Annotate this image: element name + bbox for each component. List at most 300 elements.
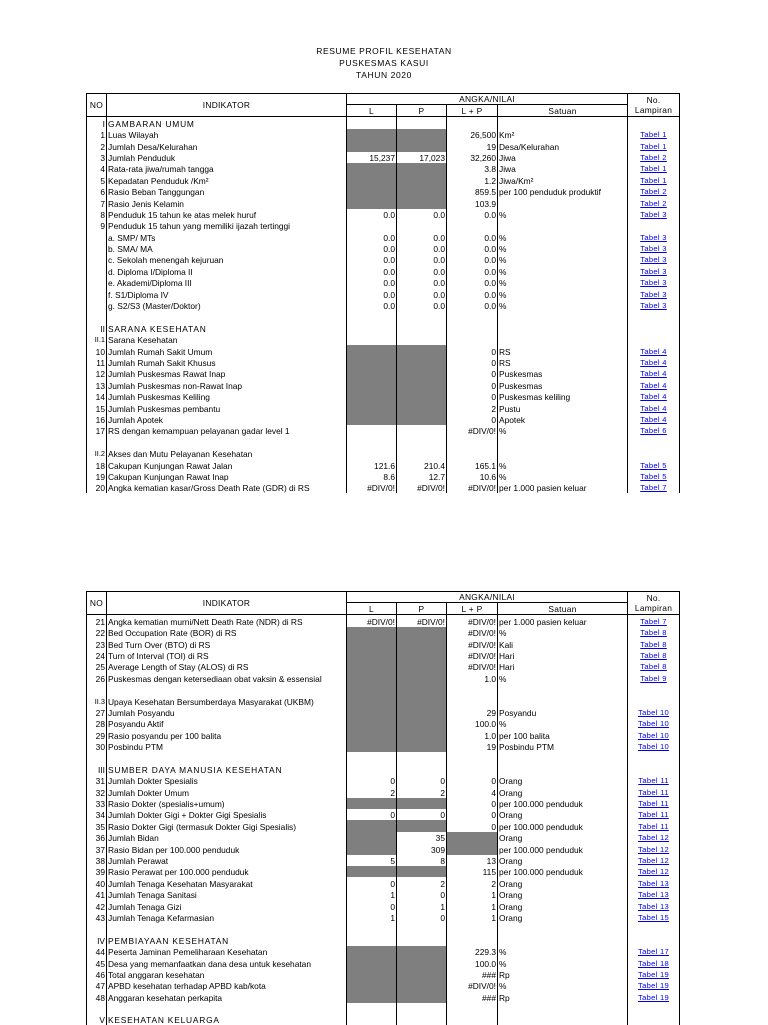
lampiran-link[interactable]: Tabel 11 (638, 776, 669, 786)
row-lp: 0.0 (447, 277, 498, 288)
col-p: P (397, 603, 447, 615)
row-p: 0 (397, 809, 447, 820)
row-indikator: Angka kematian kasar/Gross Death Rate (GDR) di RS (107, 482, 347, 493)
lampiran-link[interactable]: Tabel 11 (638, 821, 669, 831)
row-lp (447, 843, 498, 854)
lampiran-link[interactable]: Tabel 13 (637, 878, 670, 888)
lampiran-link[interactable]: Tabel 11 (638, 810, 669, 820)
row-l (347, 436, 397, 447)
row-indikator: Jumlah Penduduk (107, 152, 347, 163)
col-indikator: INDIKATOR (107, 94, 347, 117)
row-indikator: Penduduk 15 tahun ke atas melek huruf (107, 209, 347, 220)
col-indikator: INDIKATOR (107, 592, 347, 615)
col-angka: ANGKA/NILAI (347, 94, 628, 105)
row-l (347, 368, 397, 379)
row-lampiran (628, 220, 680, 231)
lampiran-link[interactable]: Tabel 5 (640, 471, 667, 481)
row-l: 0.0 (347, 231, 397, 242)
row-no (87, 436, 107, 447)
row-satuan: Pustu (498, 402, 628, 413)
row-p: 17,023 (397, 152, 447, 163)
row-lp: 19 (447, 140, 498, 151)
row-lampiran (628, 152, 680, 163)
row-l (347, 991, 397, 1002)
row-indikator: Angka kematian murni/Nett Death Rate (NDR) di RS (107, 615, 347, 627)
lampiran-link[interactable]: Tabel 10 (637, 707, 670, 717)
row-indikator: Jumlah Tenaga Sanitasi (107, 889, 347, 900)
row-l (347, 391, 397, 402)
row-no: 25 (87, 661, 107, 672)
lampiran-link[interactable]: Tabel 9 (640, 673, 667, 683)
row-l (347, 934, 397, 945)
row-lampiran (628, 957, 680, 968)
row-indikator: Rasio Perawat per 100.000 penduduk (107, 866, 347, 877)
row-l (347, 140, 397, 151)
row-no: 27 (87, 707, 107, 718)
row-p (397, 946, 447, 957)
lampiran-link[interactable]: Tabel 19 (637, 981, 670, 991)
row-lp: #DIV/0! (447, 650, 498, 661)
lampiran-link[interactable]: Tabel 19 (637, 969, 670, 979)
row-lp: 859.5 (447, 186, 498, 197)
row-l: 0.0 (347, 254, 397, 265)
lampiran-link[interactable]: Tabel 3 (640, 232, 667, 242)
row-lp (447, 322, 498, 333)
row-lampiran (628, 809, 680, 820)
lampiran-link[interactable]: Tabel 3 (640, 244, 667, 254)
row-p (397, 763, 447, 774)
lampiran-link[interactable]: Tabel 15 (637, 912, 670, 922)
row-no: 28 (87, 718, 107, 729)
row-l: 0 (347, 900, 397, 911)
row-satuan: % (498, 471, 628, 482)
lampiran-link[interactable]: Tabel 8 (640, 650, 667, 660)
row-indikator: f. S1/Diploma IV (107, 288, 347, 299)
lampiran-link[interactable]: Tabel 13 (637, 901, 670, 911)
row-l: 0.0 (347, 265, 397, 276)
table-row (87, 152, 680, 163)
row-lampiran (628, 254, 680, 265)
row-satuan (498, 695, 628, 706)
row-lampiran (628, 946, 680, 957)
table-row (87, 345, 680, 356)
row-satuan: Orang (498, 900, 628, 911)
row-lampiran (628, 741, 680, 752)
row-no (87, 277, 107, 288)
row-no (87, 1003, 107, 1014)
row-satuan: % (498, 672, 628, 683)
row-lampiran (628, 311, 680, 322)
row-no: 44 (87, 946, 107, 957)
table-row (87, 695, 680, 706)
row-lampiran (628, 197, 680, 208)
row-p: 0.0 (397, 254, 447, 265)
table-row (87, 311, 680, 322)
row-p (397, 129, 447, 140)
row-no (87, 752, 107, 763)
row-lampiran (628, 627, 680, 638)
row-p (397, 718, 447, 729)
row-no (87, 265, 107, 276)
row-l (347, 650, 397, 661)
row-lp: 0.0 (447, 288, 498, 299)
row-no: 17 (87, 425, 107, 436)
lampiran-link[interactable]: Tabel 19 (637, 992, 670, 1002)
lampiran-link[interactable]: Tabel 3 (640, 301, 667, 311)
row-satuan: per 100 penduduk produktif (498, 186, 628, 197)
lampiran-link[interactable]: Tabel 2 (640, 152, 667, 162)
row-no: 19 (87, 471, 107, 482)
row-satuan: Orang (498, 786, 628, 797)
row-lampiran (628, 471, 680, 482)
table-row (87, 969, 680, 980)
row-no: 15 (87, 402, 107, 413)
row-no: 8 (87, 209, 107, 220)
lampiran-link[interactable]: Tabel 3 (640, 266, 667, 276)
lampiran-link[interactable]: Tabel 3 (640, 255, 667, 265)
section-title: SUMBER DAYA MANUSIA KESEHATAN (107, 763, 347, 774)
row-satuan: Orang (498, 912, 628, 923)
lampiran-link[interactable]: Tabel 12 (637, 867, 670, 877)
row-indikator (107, 1003, 347, 1014)
row-p (397, 402, 447, 413)
row-p (397, 638, 447, 649)
row-no: 20 (87, 482, 107, 493)
row-lp: 4 (447, 786, 498, 797)
row-lampiran (628, 117, 680, 129)
row-l (347, 957, 397, 968)
row-lampiran (628, 322, 680, 333)
row-lampiran (628, 231, 680, 242)
row-l (347, 638, 397, 649)
table-row (87, 763, 680, 774)
row-satuan: % (498, 980, 628, 991)
lampiran-link[interactable]: Tabel 12 (637, 833, 670, 843)
row-no: 14 (87, 391, 107, 402)
row-lampiran (628, 209, 680, 220)
row-p: 0.0 (397, 288, 447, 299)
lampiran-link[interactable]: Tabel 4 (640, 380, 667, 390)
lampiran-link[interactable]: Tabel 4 (640, 414, 667, 424)
section-title: PEMBIAYAAN KESEHATAN (107, 934, 347, 945)
row-l (347, 414, 397, 425)
row-lampiran (628, 786, 680, 797)
row-p (397, 707, 447, 718)
row-satuan: Kali (498, 638, 628, 649)
row-l (347, 197, 397, 208)
row-indikator (107, 923, 347, 934)
lampiran-link[interactable]: Tabel 10 (637, 742, 670, 752)
lampiran-link[interactable]: Tabel 3 (640, 209, 667, 219)
row-l: 0.0 (347, 288, 397, 299)
row-indikator: Jumlah Apotek (107, 414, 347, 425)
lampiran-link[interactable]: Tabel 7 (640, 483, 667, 493)
row-lp: 0.0 (447, 254, 498, 265)
row-indikator: Rasio Bidan per 100.000 penduduk (107, 843, 347, 854)
row-satuan: % (498, 627, 628, 638)
table-row (87, 129, 680, 140)
row-l: 5 (347, 855, 397, 866)
row-no: 43 (87, 912, 107, 923)
row-no (87, 243, 107, 254)
table-row (87, 163, 680, 174)
row-indikator: e. Akademi/Diploma III (107, 277, 347, 288)
lampiran-link[interactable]: Tabel 2 (640, 198, 667, 208)
row-satuan: per 100.000 penduduk (498, 820, 628, 831)
lampiran-link[interactable]: Tabel 4 (640, 403, 667, 413)
row-lp (447, 695, 498, 706)
row-lp: 0 (447, 809, 498, 820)
lampiran-link[interactable]: Tabel 4 (640, 346, 667, 356)
row-no: 41 (87, 889, 107, 900)
row-indikator: a. SMP/ MTs (107, 231, 347, 242)
row-l (347, 832, 397, 843)
row-satuan: % (498, 288, 628, 299)
row-indikator: Jumlah Rumah Sakit Umum (107, 345, 347, 356)
row-satuan: per 100.000 penduduk (498, 798, 628, 809)
row-l (347, 752, 397, 763)
lampiran-link[interactable]: Tabel 2 (640, 187, 667, 197)
row-indikator: Bed Turn Over (BTO) di RS (107, 638, 347, 649)
table-row (87, 991, 680, 1002)
row-l: 0 (347, 809, 397, 820)
row-satuan: Posyandu (498, 707, 628, 718)
row-l (347, 843, 397, 854)
row-indikator: Jumlah Dokter Umum (107, 786, 347, 797)
row-lampiran (628, 425, 680, 436)
lampiran-link[interactable]: Tabel 11 (638, 799, 669, 809)
row-lp: 10.6 (447, 471, 498, 482)
lampiran-link[interactable]: Tabel 13 (637, 890, 670, 900)
lampiran-link[interactable]: Tabel 4 (640, 369, 667, 379)
row-indikator: c. Sekolah menengah kejuruan (107, 254, 347, 265)
row-indikator: Rasio Beban Tanggungan (107, 186, 347, 197)
row-p (397, 923, 447, 934)
lampiran-link[interactable]: Tabel 4 (640, 392, 667, 402)
row-satuan (498, 334, 628, 345)
row-lampiran (628, 368, 680, 379)
col-satuan: Satuan (498, 105, 628, 117)
row-indikator: Jumlah Dokter Spesialis (107, 775, 347, 786)
table-row (87, 707, 680, 718)
table-row (87, 775, 680, 786)
row-indikator: Posbindu PTM (107, 741, 347, 752)
row-l (347, 923, 397, 934)
row-satuan: % (498, 459, 628, 470)
row-indikator: Sarana Kesehatan (107, 334, 347, 345)
row-no: 1 (87, 129, 107, 140)
row-satuan: Rp (498, 969, 628, 980)
row-lp: ### (447, 991, 498, 1002)
col-satuan: Satuan (498, 603, 628, 615)
row-indikator: Jumlah Posyandu (107, 707, 347, 718)
table-row (87, 368, 680, 379)
row-l: 0.0 (347, 300, 397, 311)
row-lampiran (628, 855, 680, 866)
row-l (347, 980, 397, 991)
lampiran-link[interactable]: Tabel 8 (640, 662, 667, 672)
row-indikator: Posyandu Aktif (107, 718, 347, 729)
row-satuan: % (498, 300, 628, 311)
lampiran-link[interactable]: Tabel 7 (640, 616, 667, 626)
row-satuan: Orang (498, 877, 628, 888)
row-l: 0.0 (347, 277, 397, 288)
row-lp: 0 (447, 414, 498, 425)
row-p (397, 448, 447, 459)
row-lp: 100.0 (447, 718, 498, 729)
row-satuan: Orang (498, 809, 628, 820)
row-indikator: APBD kesehatan terhadap APBD kab/kota (107, 980, 347, 991)
table-row (87, 741, 680, 752)
row-l (347, 866, 397, 877)
row-lp: #DIV/0! (447, 661, 498, 672)
row-indikator: Cakupan Kunjungan Rawat Jalan (107, 459, 347, 470)
lampiran-link[interactable]: Tabel 10 (637, 730, 670, 740)
row-l (347, 707, 397, 718)
row-lp (447, 752, 498, 763)
row-l (347, 163, 397, 174)
row-satuan: Jiwa/Km² (498, 174, 628, 185)
row-no: 6 (87, 186, 107, 197)
row-p (397, 117, 447, 129)
row-no: 30 (87, 741, 107, 752)
row-indikator: Jumlah Perawat (107, 855, 347, 866)
table-row (87, 889, 680, 900)
row-no: 3 (87, 152, 107, 163)
table-row (87, 627, 680, 638)
row-l (347, 311, 397, 322)
lampiran-link[interactable]: Tabel 3 (640, 289, 667, 299)
row-lp (447, 311, 498, 322)
row-satuan (498, 923, 628, 934)
row-p (397, 197, 447, 208)
row-no: 22 (87, 627, 107, 638)
lampiran-link[interactable]: Tabel 1 (640, 175, 667, 185)
row-satuan: per 1.000 pasien keluar (498, 615, 628, 627)
row-satuan: Puskesmas (498, 379, 628, 390)
row-indikator: Jumlah Puskesmas Keliling (107, 391, 347, 402)
row-indikator: Cakupan Kunjungan Rawat Inap (107, 471, 347, 482)
row-l (347, 969, 397, 980)
col-lampiran: No. Lampiran (628, 94, 680, 117)
row-l: 0.0 (347, 243, 397, 254)
table-row (87, 459, 680, 470)
col-no: NO (87, 94, 107, 117)
row-lp: 165.1 (447, 459, 498, 470)
row-no: 36 (87, 832, 107, 843)
lampiran-link[interactable]: Tabel 17 (637, 947, 670, 957)
table-row (87, 672, 680, 683)
lampiran-link[interactable]: Tabel 4 (640, 357, 667, 367)
row-lampiran (628, 140, 680, 151)
row-no: 12 (87, 368, 107, 379)
row-lp: 1 (447, 889, 498, 900)
row-no: 7 (87, 197, 107, 208)
row-p (397, 436, 447, 447)
table-row (87, 254, 680, 265)
row-p: 2 (397, 786, 447, 797)
row-lampiran (628, 912, 680, 923)
row-lampiran (628, 174, 680, 185)
row-satuan: per 100.000 penduduk (498, 843, 628, 854)
row-lampiran (628, 866, 680, 877)
row-lp: 3.8 (447, 163, 498, 174)
row-indikator: Jumlah Dokter Gigi + Dokter Gigi Spesialis (107, 809, 347, 820)
lampiran-link[interactable]: Tabel 10 (637, 719, 670, 729)
row-l: 15,237 (347, 152, 397, 163)
row-satuan: Hari (498, 661, 628, 672)
lampiran-link[interactable]: Tabel 5 (640, 460, 667, 470)
table-row (87, 265, 680, 276)
row-satuan (498, 117, 628, 129)
section-number: II (87, 322, 107, 333)
row-p (397, 650, 447, 661)
row-lampiran (628, 265, 680, 276)
row-lp (447, 934, 498, 945)
table-row (87, 425, 680, 436)
table-row (87, 243, 680, 254)
table-row (87, 786, 680, 797)
lampiran-link[interactable]: Tabel 18 (637, 958, 670, 968)
table-row (87, 934, 680, 945)
row-l: 0.0 (347, 209, 397, 220)
row-lp: 1.2 (447, 174, 498, 185)
lampiran-link[interactable]: Tabel 1 (640, 130, 667, 140)
row-p (397, 820, 447, 831)
row-indikator: Jumlah Puskesmas non-Rawat Inap (107, 379, 347, 390)
row-no: 45 (87, 957, 107, 968)
row-satuan (498, 322, 628, 333)
row-l (347, 672, 397, 683)
lampiran-link[interactable]: Tabel 8 (640, 639, 667, 649)
lampiran-link[interactable]: Tabel 12 (637, 844, 670, 854)
table-row (87, 912, 680, 923)
row-p: 35 (397, 832, 447, 843)
row-lp: 1 (447, 912, 498, 923)
table-row (87, 334, 680, 345)
lampiran-link[interactable]: Tabel 6 (640, 426, 667, 436)
lampiran-link[interactable]: Tabel 1 (640, 141, 667, 151)
row-p (397, 661, 447, 672)
row-no: 18 (87, 459, 107, 470)
row-l (347, 763, 397, 774)
row-l: 2 (347, 786, 397, 797)
row-no: 48 (87, 991, 107, 1002)
row-lp: 0.0 (447, 231, 498, 242)
row-satuan: % (498, 957, 628, 968)
row-lampiran (628, 1014, 680, 1025)
row-lampiran (628, 638, 680, 649)
row-lampiran (628, 820, 680, 831)
row-satuan: Orang (498, 832, 628, 843)
row-no: 23 (87, 638, 107, 649)
lampiran-link[interactable]: Tabel 8 (640, 628, 667, 638)
row-lampiran (628, 934, 680, 945)
section-title: KESEHATAN KELUARGA (107, 1014, 347, 1025)
row-no: 5 (87, 174, 107, 185)
row-lp: 229.3 (447, 946, 498, 957)
lampiran-link[interactable]: Tabel 11 (638, 787, 669, 797)
lampiran-link[interactable]: Tabel 12 (637, 855, 670, 865)
table-row (87, 980, 680, 991)
row-p (397, 695, 447, 706)
row-p: 210.4 (397, 459, 447, 470)
row-satuan: % (498, 265, 628, 276)
lampiran-link[interactable]: Tabel 1 (640, 164, 667, 174)
row-no (87, 288, 107, 299)
row-lampiran (628, 991, 680, 1002)
lampiran-link[interactable]: Tabel 3 (640, 278, 667, 288)
